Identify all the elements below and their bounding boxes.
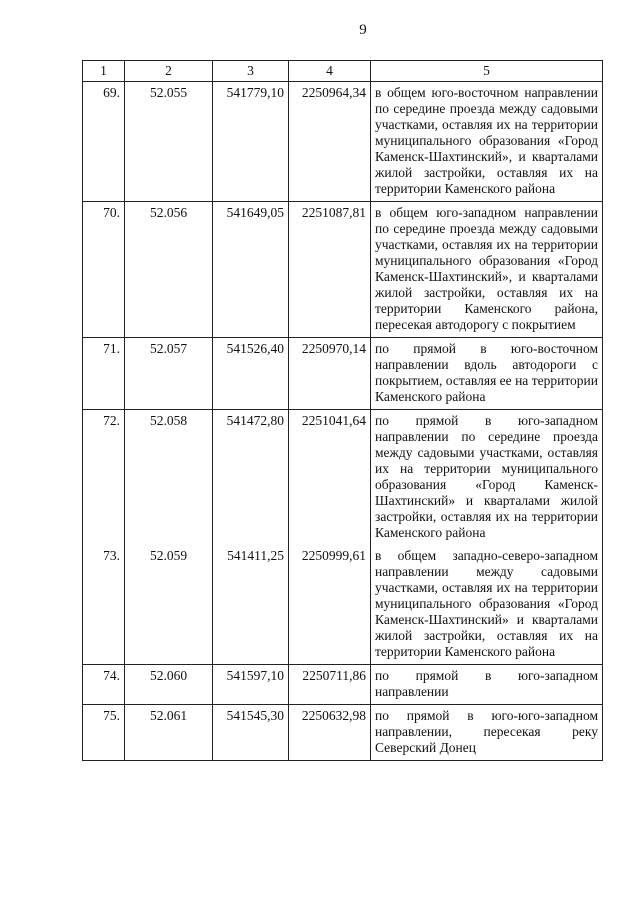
page-number: 9 <box>359 22 367 38</box>
table-row <box>83 410 603 546</box>
point-code: 52.057 <box>125 338 213 410</box>
point-code: 52.060 <box>125 665 213 705</box>
column-header: 4 <box>289 61 371 82</box>
route-description: по прямой в юго-западном направлении <box>371 665 603 705</box>
coordinate-x: 541545,30 <box>213 705 289 761</box>
coordinate-y: 2250964,34 <box>289 82 371 202</box>
route-description: в общем юго-восточном направлении по середине проезда между садовыми участками, оставляя их на территории муниципального образования «Город Каменск-Шахтинский», и кварталами жилой застройки, оставляя их на территории Каменского района <box>371 82 603 202</box>
row-number: 73. <box>83 545 125 665</box>
point-code: 52.055 <box>125 82 213 202</box>
coordinate-x: 541526,40 <box>213 338 289 410</box>
column-header: 1 <box>83 61 125 82</box>
table-row <box>83 545 603 665</box>
route-description: по прямой в юго-западном направлении по середине проезда между садовыми участками, оставляя их на территории муниципального образования «Город Каменск-Шахтинский» и кварталами жилой застройки, оставляя их на территории Каменского района <box>371 410 603 546</box>
coordinate-y: 2250632,98 <box>289 705 371 761</box>
coordinate-x: 541649,05 <box>213 202 289 338</box>
row-number: 71. <box>83 338 125 410</box>
row-number: 72. <box>83 410 125 546</box>
coordinate-y: 2250999,61 <box>289 545 371 665</box>
table-row <box>83 338 603 410</box>
point-code: 52.058 <box>125 410 213 546</box>
coordinate-x: 541472,80 <box>213 410 289 546</box>
coordinate-x: 541411,25 <box>213 545 289 665</box>
column-header: 5 <box>371 61 603 82</box>
column-header: 2 <box>125 61 213 82</box>
row-number: 75. <box>83 705 125 761</box>
row-number: 70. <box>83 202 125 338</box>
route-description: в общем западно-северо-западном направлении между садовыми участками, оставляя их на территории муниципального образования «Город Каменск-Шахтинский» и кварталами жилой застройки, оставляя их на территории Каменского района <box>371 545 603 665</box>
column-header: 3 <box>213 61 289 82</box>
table-row <box>83 82 603 202</box>
boundary-points-table <box>82 60 603 761</box>
coordinate-y: 2250970,14 <box>289 338 371 410</box>
route-description: по прямой в юго-юго-западном направлении, пересекая реку Северский Донец <box>371 705 603 761</box>
table-row <box>83 665 603 705</box>
table-header-row <box>83 61 603 82</box>
coordinate-y: 2251087,81 <box>289 202 371 338</box>
route-description: по прямой в юго-восточном направлении вдоль автодороги с покрытием, оставляя ее на территории Каменского района <box>371 338 603 410</box>
coordinate-x: 541779,10 <box>213 82 289 202</box>
coordinate-x: 541597,10 <box>213 665 289 705</box>
coordinate-y: 2250711,86 <box>289 665 371 705</box>
point-code: 52.056 <box>125 202 213 338</box>
point-code: 52.059 <box>125 545 213 665</box>
point-code: 52.061 <box>125 705 213 761</box>
route-description: в общем юго-западном направлении по середине проезда между садовыми участками, оставляя их на территории муниципального образования «Город Каменск-Шахтинский», и кварталами жилой застройки, оставляя их на территории Каменского района, пересекая автодорогу с покрытием <box>371 202 603 338</box>
row-number: 74. <box>83 665 125 705</box>
table-row <box>83 202 603 338</box>
table-row <box>83 705 603 761</box>
coordinate-y: 2251041,64 <box>289 410 371 546</box>
row-number: 69. <box>83 82 125 202</box>
